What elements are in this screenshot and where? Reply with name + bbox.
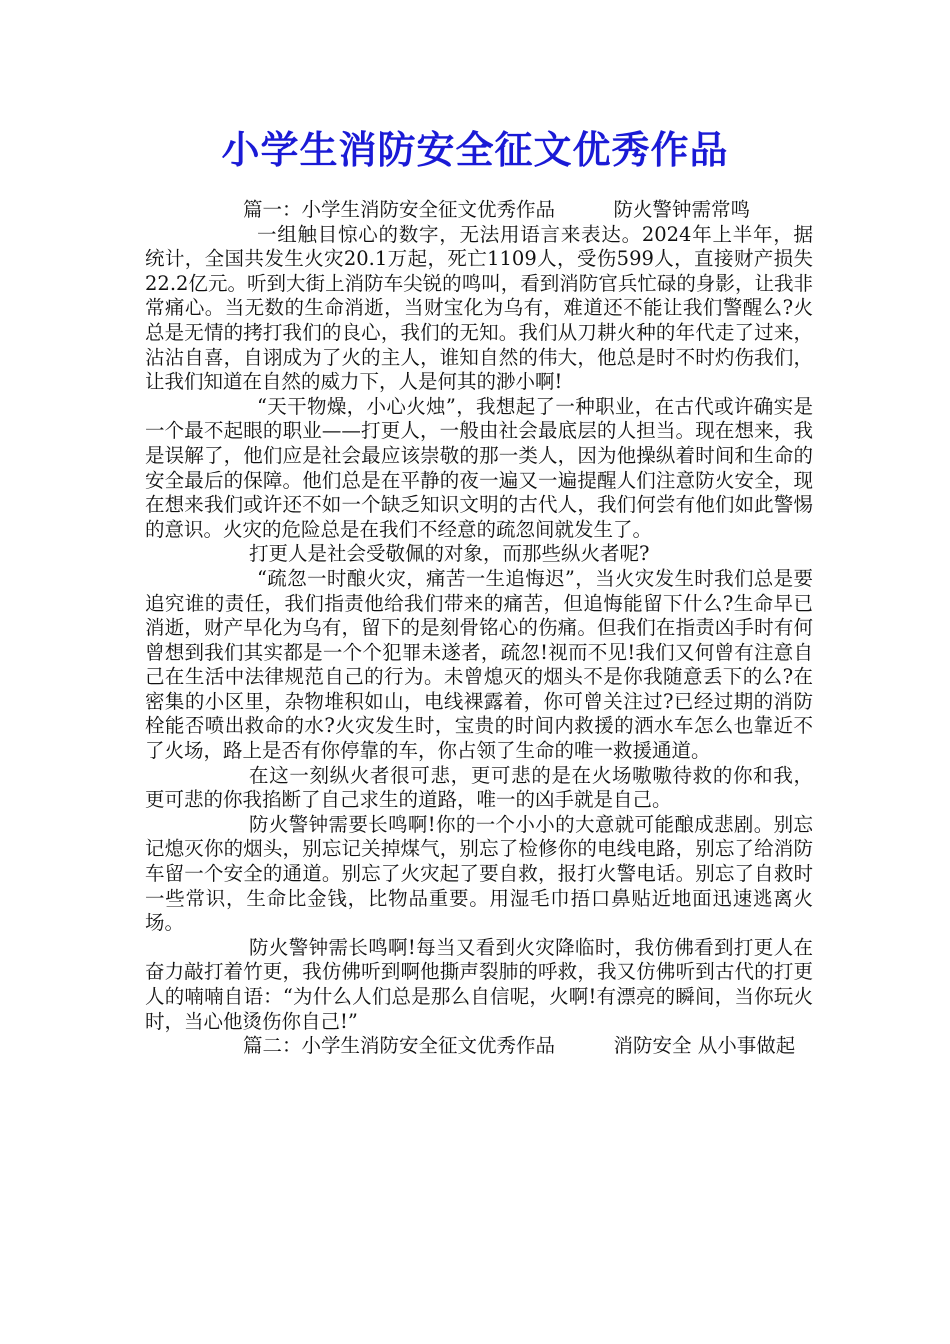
section-heading: 篇一：小学生消防安全征文优秀作品 防火警钟需常鸣 <box>243 198 751 221</box>
paragraph: 在这一刻纵火者很可悲，更可悲的是在火场嗷嗷待救的你和我，更可悲的你我掐断了自己求生的道路，唯一的凶手就是自己。 <box>145 763 813 812</box>
paragraph: 一组触目惊心的数字，无法用语言来表达。2024年上半年，据统计，全国共发生火灾20.1万起，死亡1109人，受伤599人，直接财产损失22.2亿元。听到大街上消防车尖锐的鸣叫，看到消防官兵忙碌的身影，让我非常痛心。当无数的生命消逝，当财宝化为乌有，难道还不能让我们警醒么?火总是无情的拷打我们的良心，我们的无知。我们从刀耕火种的年代走了过来，沾沾自喜，自诩成为了火的主人，谁知自然的伟大，他总是时不时灼伤我们，让我们知道在自然的威力下，人是何其的渺小啊! <box>145 222 813 394</box>
document-title: 小学生消防安全征文优秀作品 <box>221 127 729 172</box>
paragraph: 防火警钟需长鸣啊!每当又看到火灾降临时，我仿佛看到打更人在奋力敲打着竹更，我仿佛听到啊他撕声裂肺的呼救，我又仿佛听到古代的打更人的喃喃自语：“为什么人们总是那么自信呢，火啊!有漂亮的瞬间，当你玩火时，当心他烫伤你自己!” <box>145 935 813 1033</box>
document-body <box>145 198 813 1059</box>
paragraph: 防火警钟需要长鸣啊!你的一个小小的大意就可能酿成悲剧。别忘记熄灭你的烟头，别忘记关掉煤气，别忘了检修你的电线电路，别忘了给消防车留一个安全的通道。别忘了火灾起了要自救，报打火警电话。别忘了自救时一些常识，生命比金钱，比物品重要。用湿毛巾捂口鼻贴近地面迅速逃离火场。 <box>145 812 813 935</box>
section-heading: 篇二：小学生消防安全征文优秀作品 消防安全 从小事做起 <box>243 1034 796 1058</box>
paragraph: “疏忽一时酿火灾，痛苦一生追悔迟”，当火灾发生时我们总是要追究谁的责任，我们指责他给我们带来的痛苦，但追悔能留下什么?生命早已消逝，财产早化为乌有，留下的是刻骨铭心的伤痛。但我们在指责凶手时有何曾想到我们其实都是一个个犯罪未遂者，疏忽!视而不见!我们又何曾有注意自己在生活中法律规范自己的行为。未曾熄灭的烟头不是你我随意丢下的么?在密集的小区里，杂物堆积如山，电线裸露着，你可曾关注过?已经过期的消防栓能否喷出救命的水?火灾发生时，宝贵的时间内救援的洒水车怎么也靠近不了火场，路上是否有你停靠的车，你占领了生命的唯一救援通道。 <box>145 566 813 763</box>
paragraph: “天干物燥，小心火烛”，我想起了一种职业，在古代或许确实是一个最不起眼的职业——打更人，一般由社会最底层的人担当。现在想来，我是误解了，他们应是社会最应该崇敬的那一类人，因为他操纵着时间和生命的安全最后的保障。他们总是在平静的夜一遍又一遍提醒人们注意防火安全，现在想来我们或许还不如一个缺乏知识文明的古代人，我们何尝有他们如此警惕的意识。火灾的危险总是在我们不经意的疏忽间就发生了。 <box>145 394 813 541</box>
paragraph: 打更人是社会受敬佩的对象，而那些纵火者呢? <box>249 542 650 566</box>
